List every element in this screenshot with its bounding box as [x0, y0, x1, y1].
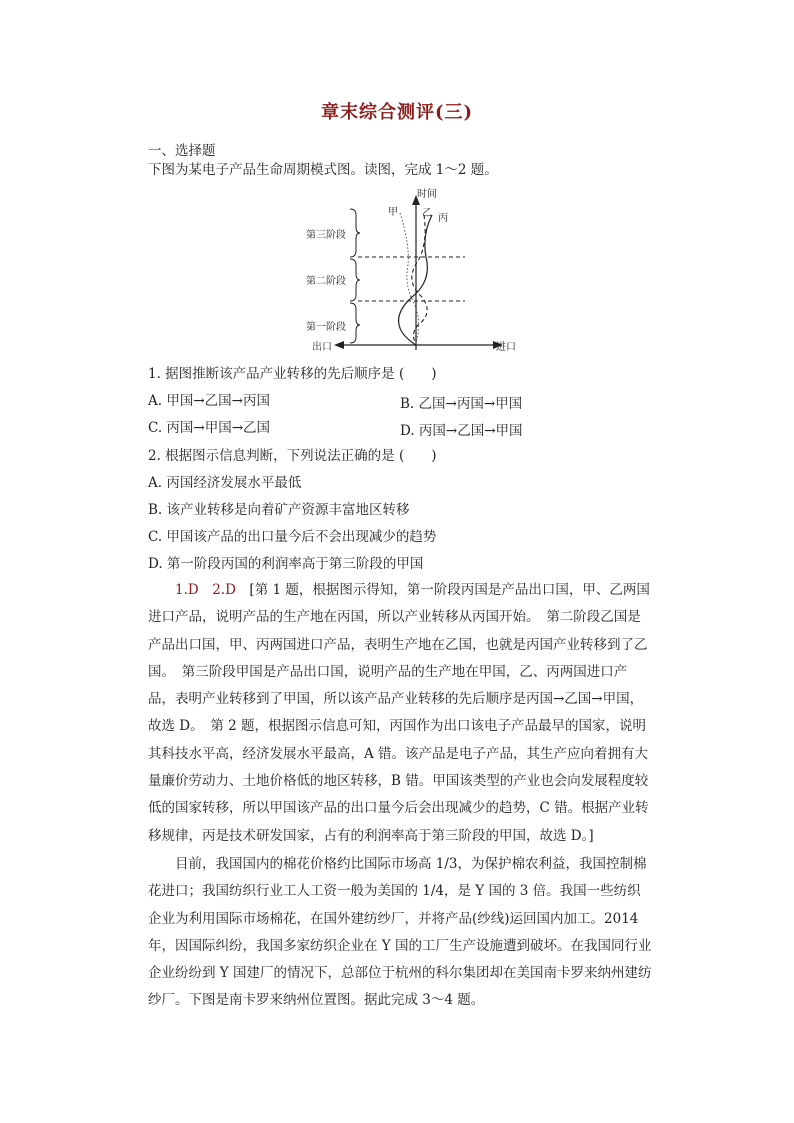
- question-1-stem: 1. 据图推断该产品产业转移的先后顺序是 ( ): [148, 366, 437, 382]
- question-1-option-b: B. 乙国→丙国→甲国: [400, 396, 523, 412]
- question-intro: 下图为某电子产品生命周期模式图。读图，完成 1～2 题。: [148, 162, 498, 178]
- reading-passage: [148, 851, 654, 1015]
- curve-label-bing: 丙: [438, 213, 448, 224]
- page-title: 章末综合测评(三): [320, 102, 474, 123]
- stage-label-3: 第三阶段: [306, 230, 346, 241]
- section-heading: 一、选择题: [148, 143, 216, 159]
- question-2-option-a: A. 丙国经济发展水平最低: [148, 475, 302, 491]
- answer-key: 1.D 2.D: [175, 582, 236, 598]
- axis-label-time: 时间: [417, 189, 437, 200]
- question-1-option-a: A. 甲国→乙国→丙国: [148, 393, 270, 409]
- answer-explanation: [第 1 题，根据图示得知，第一阶段丙国是产品出口国，甲、乙两国进口产品，说明产品的生产地在丙国，所以产业转移从丙国开始。 第二阶段乙国是产品出口国，甲、丙两国进口产品，表明生产地在乙国，也就是丙国产业转移到了乙国。 第三阶段甲国是产品出口国，说明产品的生产地在甲国，乙、丙两国进口产品，表明产业转移到了甲国，所以该产品产业转移的先后顺序是丙国→乙国→甲国，故选 D。 第 2 题，根据图示信息可知，丙国作为出口该电子产品最早的国家，说明其科技水平高，经济发展水平最高，A 错。该产品是电子产品，其生产应向着拥有大量廉价劳动力、土地价格低的地区转移，B 错。甲国该类型的产业也会向发展程度较低的国家转移，所以甲国该产品的出口量今后会出现减少的趋势，C 错。根据产业转移规律，丙是技术研发国家，占有的利润率高于第三阶段的甲国，故选 D。]: [148, 582, 650, 844]
- life-cycle-figure: [300, 185, 530, 360]
- answer-block: [148, 577, 654, 850]
- question-2-stem: 2. 根据图示信息判断，下列说法正确的是 ( ): [148, 448, 437, 464]
- axis-label-import: 进口: [496, 342, 516, 353]
- passage-text: 目前，我国国内的棉花价格约比国际市场高 1/3，为保护棉农利益，我国控制棉花进口；我国纺织行业工人工资一般为美国的 1/4，是 Y 国的 3 倍。我国一些纺织企业为利用国际市场棉花，在国外建纺纱厂，并将产品(纱线)运回国内加工。2014 年，因国际纠纷，我国多家纺织企业在 Y 国的工厂生产设施遭到破坏。在我国同行业企业纷纷到 Y 国建厂的情况下，总部位于杭州的科尔集团却在美国南卡罗来纳州建纺纱厂。下图是南卡罗来纳州位置图。据此完成 3～4 题。: [148, 856, 652, 1009]
- question-2-option-b: B. 该产业转移是向着矿产资源丰富地区转移: [148, 502, 410, 518]
- question-1-option-c: C. 丙国→甲国→乙国: [148, 420, 271, 436]
- question-2-option-d: D. 第一阶段丙国的利润率高于第三阶段的甲国: [148, 556, 424, 572]
- question-2-option-c: C. 甲国该产品的出口量今后不会出现减少的趋势: [148, 529, 437, 545]
- axis-label-export: 出口: [312, 342, 332, 353]
- stage-label-2: 第二阶段: [306, 276, 346, 287]
- question-1-option-d: D. 丙国→乙国→甲国: [400, 423, 523, 439]
- curve-label-jia: 甲: [388, 207, 398, 218]
- stage-label-1: 第一阶段: [306, 322, 346, 333]
- curve-label-yi: 乙: [422, 208, 432, 219]
